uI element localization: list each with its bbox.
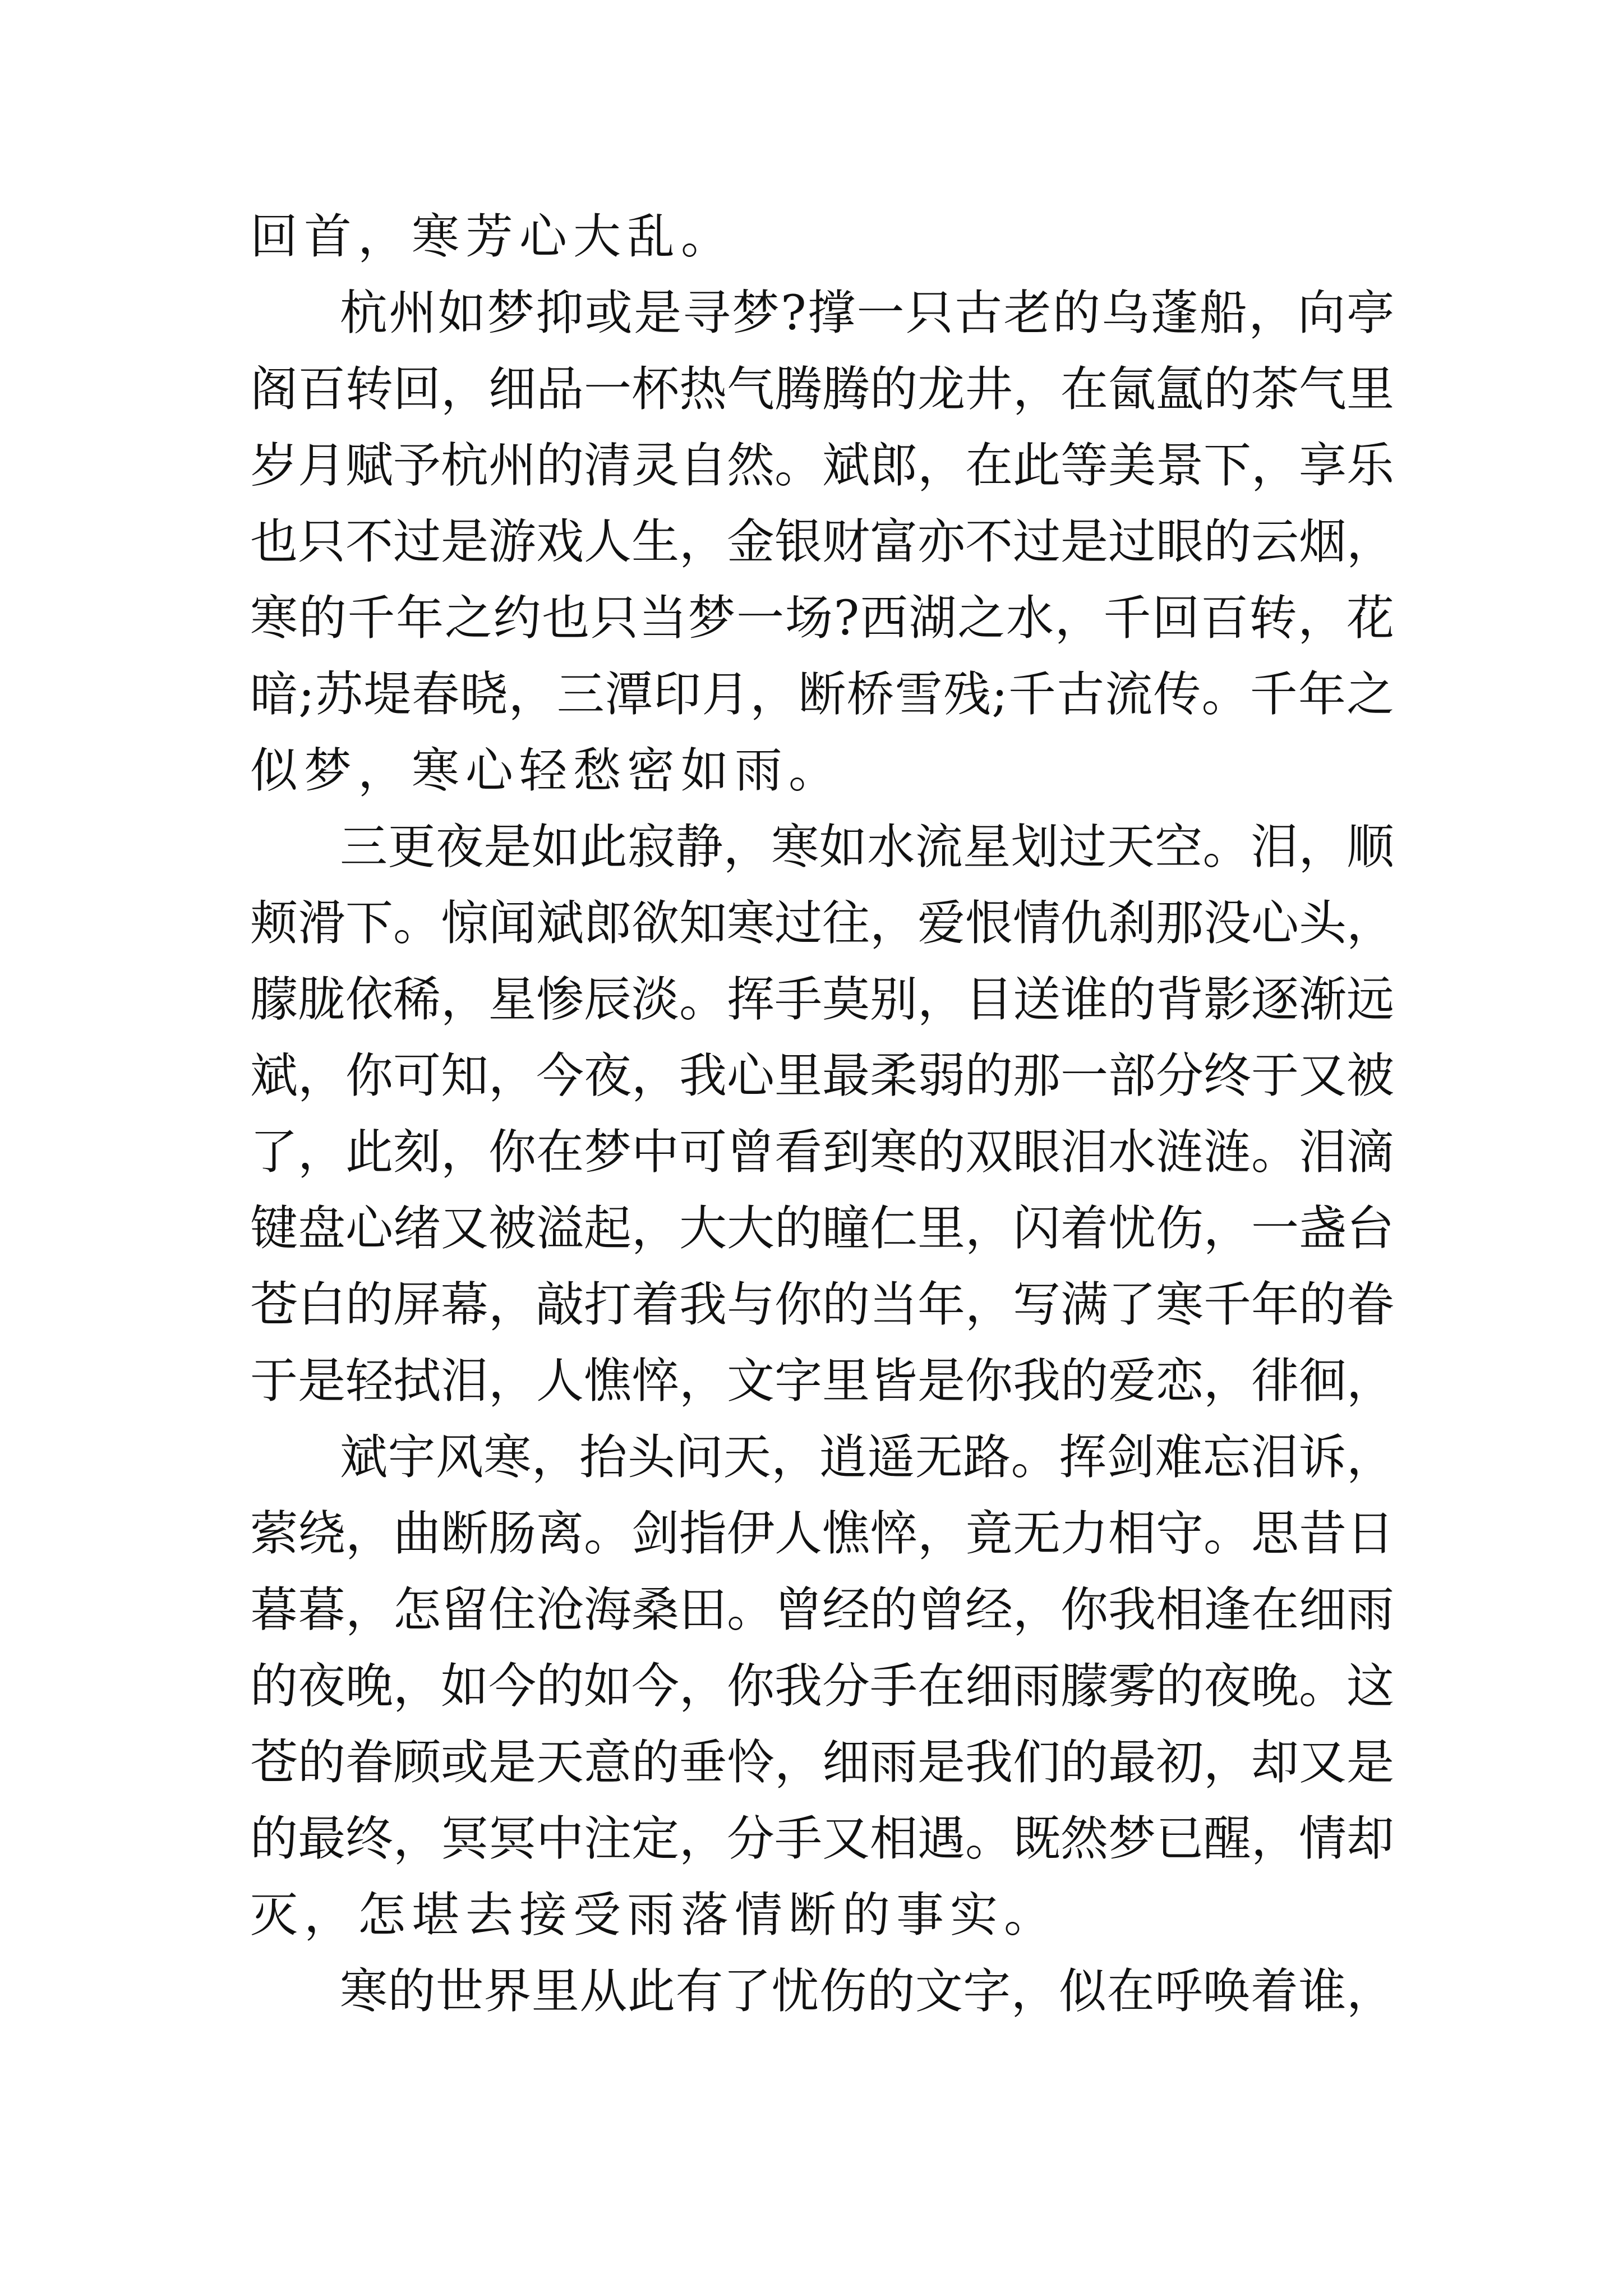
text-line: 苍白的屏幕，敲打着我与你的当年，写满了寒千年的眷 (250, 1277, 1394, 1333)
text-line: 斌，你可知，今夜，我心里最柔弱的那一部分终于又被 (250, 1048, 1394, 1104)
text-line: 暮暮，怎留住沧海桑田。曾经的曾经，你我相逢在细雨 (250, 1582, 1394, 1638)
text-line: 阁百转回，细品一杯热气腾腾的龙井，在氤氲的茶气里 (250, 362, 1394, 417)
text-line: 灭，怎堪去接受雨落情断的事实。 (250, 1888, 1058, 1943)
text-line: 回首，寒芳心大乱。 (250, 209, 735, 265)
text-line: 三更夜是如此寂静，寒如水流星划过天空。泪，顺 (340, 820, 1394, 875)
text-line: 岁月赋予杭州的清灵自然。斌郎，在此等美景下，享乐 (250, 438, 1394, 494)
text-line: 萦绕，曲断肠离。剑指伊人憔悴，竟无力相守。思昔日 (250, 1506, 1394, 1562)
text-line: 朦胧依稀，星惨辰淡。挥手莫别，目送谁的背影逐渐远 (250, 972, 1394, 1028)
text-line: 斌宇风寒，抬头问天，逍遥无路。挥剑难忘泪诉， (340, 1430, 1394, 1485)
body-text (250, 199, 1394, 2030)
text-line: 暗;苏堤春晓，三潭印月，断桥雪残;千古流传。千年之 (250, 667, 1394, 723)
text-line: 苍的眷顾或是天意的垂怜，细雨是我们的最初，却又是 (250, 1735, 1394, 1791)
text-line: 寒的千年之约也只当梦一场?西湖之水，千回百转，花 (250, 591, 1394, 646)
text-line: 颊滑下。惊闻斌郎欲知寒过往，爱恨情仇刹那没心头， (250, 896, 1394, 951)
text-line: 也只不过是游戏人生，金银财富亦不过是过眼的云烟， (250, 514, 1394, 570)
text-line: 的夜晚，如今的如今，你我分手在细雨朦雾的夜晚。这 (250, 1659, 1394, 1714)
text-line: 于是轻拭泪，人憔悴，文字里皆是你我的爱恋，徘徊， (250, 1354, 1394, 1409)
text-line: 寒的世界里从此有了忧伤的文字，似在呼唤着谁， (340, 1964, 1394, 2019)
text-line: 键盘心绪又被溢起，大大的瞳仁里，闪着忧伤，一盏台 (250, 1201, 1394, 1257)
text-line: 的最终，冥冥中注定，分手又相遇。既然梦已醒，情却 (250, 1811, 1394, 1867)
text-line: 杭州如梦抑或是寻梦?撑一只古老的乌蓬船，向亭 (340, 286, 1394, 341)
text-line: 了，此刻，你在梦中可曾看到寒的双眼泪水涟涟。泪滴 (250, 1125, 1394, 1180)
text-line: 似梦，寒心轻愁密如雨。 (250, 743, 843, 799)
